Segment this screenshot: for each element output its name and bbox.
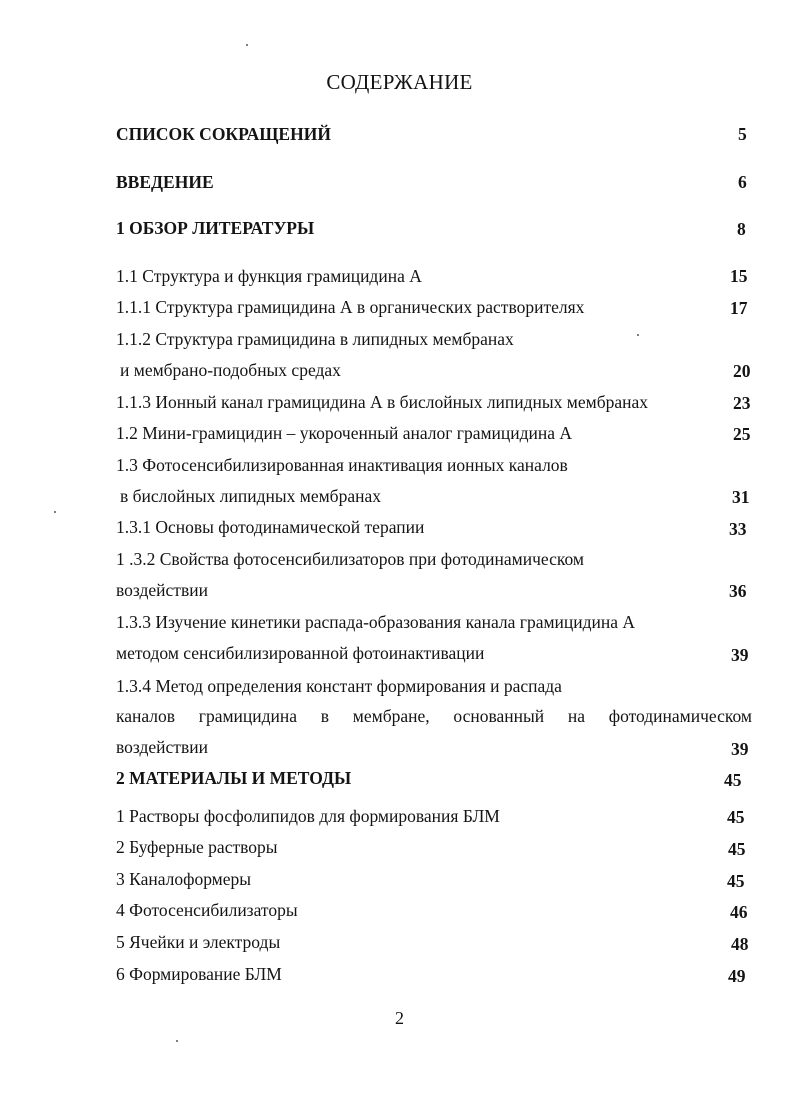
toc-entry-materials-methods: 2 МАТЕРИАЛЫ И МЕТОДЫ — [116, 768, 352, 788]
toc-entry: 4 Фотосенсибилизаторы — [116, 900, 298, 920]
toc-page-number: 25 — [733, 424, 751, 444]
toc-page-number: 23 — [733, 393, 751, 413]
toc-entry-continuation-justified — [116, 705, 752, 727]
toc-page-number: 17 — [730, 298, 748, 318]
scan-speck — [246, 44, 248, 46]
toc-page-number: 5 — [738, 124, 747, 144]
toc-entry: 1.1.3 Ионный канал грамицидина А в бислойных липидных мембранах — [116, 392, 649, 412]
toc-entry: 6 Формирование БЛМ — [116, 964, 282, 984]
toc-entry: 1.2 Мини-грамицидин – укороченный аналог грамицидина А — [116, 423, 573, 443]
toc-page-number: 20 — [733, 361, 751, 381]
toc-page-number: 45 — [727, 807, 745, 827]
toc-page-number: 45 — [724, 770, 742, 790]
toc-entry: 5 Ячейки и электроды — [116, 932, 281, 952]
page-title: СОДЕРЖАНИЕ — [326, 70, 473, 94]
toc-entry: 1.3 Фотосенсибилизированная инактивация ионных каналов — [116, 455, 568, 475]
toc-entry-continuation: в бислойных липидных мембранах — [120, 486, 381, 506]
toc-entry-literature-review: 1 ОБЗОР ЛИТЕРАТУРЫ — [116, 218, 315, 238]
toc-page-number: 6 — [738, 172, 747, 192]
toc-entry-continuation: воздействии — [116, 580, 208, 600]
toc-page-number: 39 — [731, 739, 749, 759]
toc-page-number: 33 — [729, 519, 747, 539]
toc-entry-continuation: методом сенсибилизированной фотоинактивации — [116, 643, 485, 663]
toc-entry: 3 Каналоформеры — [116, 869, 252, 889]
scan-speck — [54, 511, 56, 513]
toc-entry: 1.1.2 Структура грамицидина в липидных мембранах — [116, 329, 514, 349]
toc-page-number: 31 — [732, 487, 750, 507]
toc-entry-continuation: и мембрано-подобных средах — [120, 360, 341, 380]
toc-entry-continuation: воздействии — [116, 737, 208, 757]
toc-entry: 1.1.1 Структура грамицидина А в органических растворителях — [116, 297, 585, 317]
toc-page-number: 39 — [731, 645, 749, 665]
toc-entry: 1 Растворы фосфолипидов для формирования БЛМ — [116, 806, 500, 826]
toc-page-number: 36 — [729, 581, 747, 601]
toc-entry-continuation: каналов грамицидина в мембране, основанный на фотодинамическом — [116, 706, 752, 726]
toc-page-number: 15 — [730, 266, 748, 286]
toc-entry: 1.3.4 Метод определения констант формирования и распада — [116, 676, 562, 696]
toc-page-number: 48 — [731, 934, 749, 954]
page-number: 2 — [395, 1008, 404, 1028]
toc-page-number: 45 — [727, 871, 745, 891]
toc-page-number: 8 — [737, 219, 746, 239]
toc-entry: 2 Буферные растворы — [116, 837, 278, 857]
toc-page-number: 49 — [728, 966, 746, 986]
toc-entry: 1.3.3 Изучение кинетики распада-образования канала грамицидина А — [116, 612, 636, 632]
scan-speck — [637, 334, 639, 336]
toc-entry: 1.1 Структура и функция грамицидина А — [116, 266, 422, 286]
toc-entry: 1 .3.2 Свойства фотосенсибилизаторов при фотодинамическом — [116, 549, 584, 569]
scan-speck — [176, 1040, 178, 1042]
toc-entry: 1.3.1 Основы фотодинамической терапии — [116, 517, 425, 537]
toc-page-number: 45 — [728, 839, 746, 859]
toc-page-number: 46 — [730, 902, 748, 922]
toc-entry-introduction: ВВЕДЕНИЕ — [116, 172, 214, 192]
toc-entry-abbreviations: СПИСОК СОКРАЩЕНИЙ — [116, 124, 331, 144]
